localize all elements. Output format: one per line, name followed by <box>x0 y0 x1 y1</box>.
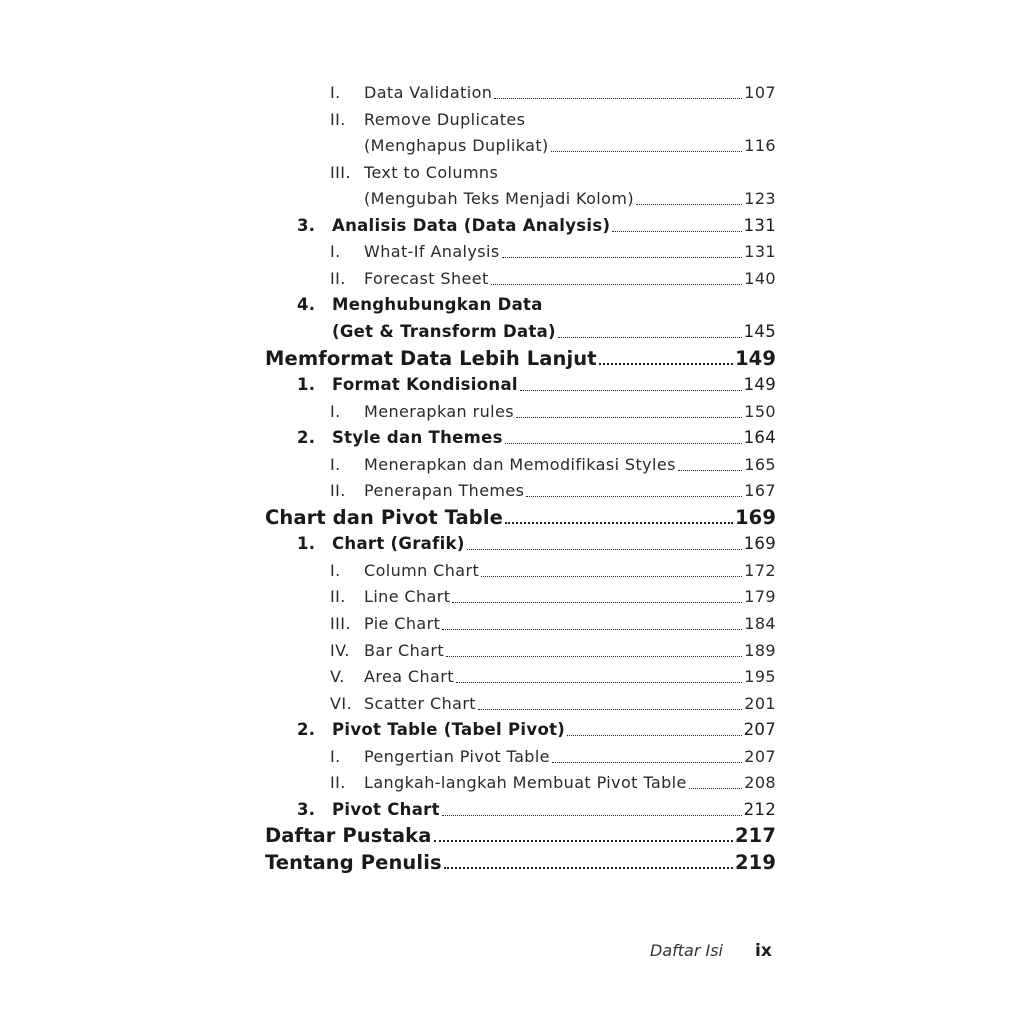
dot-leader <box>636 204 742 205</box>
dot-leader <box>478 709 742 710</box>
toc-title: Pie Chart <box>364 614 441 633</box>
toc-section <box>297 372 776 398</box>
dot-leader <box>452 602 742 603</box>
toc-section <box>297 292 776 318</box>
dot-leader <box>446 656 742 657</box>
dot-leader <box>552 762 742 763</box>
toc-subsection <box>330 239 776 265</box>
dot-leader <box>678 470 742 471</box>
toc-page-number: 208 <box>744 773 776 793</box>
dot-leader <box>505 522 733 524</box>
toc-title: Pivot Table (Tabel Pivot) <box>332 720 566 740</box>
dot-leader <box>505 443 742 444</box>
toc-page-number: 179 <box>744 587 776 607</box>
toc-subsection <box>330 160 776 186</box>
toc-subsection <box>364 133 776 159</box>
toc-title: Tentang Penulis <box>265 850 442 874</box>
dot-leader <box>551 151 743 152</box>
toc-title: (Get & Transform Data) <box>332 321 556 341</box>
toc-title: Pengertian Pivot Table <box>364 746 550 766</box>
toc-page-number: 195 <box>744 667 776 687</box>
toc-subsection <box>330 611 776 637</box>
toc-title: Penerapan Themes <box>364 481 525 501</box>
toc-page-number: 140 <box>744 268 776 288</box>
toc-subsection <box>330 638 776 664</box>
toc-number: III. <box>330 614 351 633</box>
toc-page-number: 116 <box>744 136 776 156</box>
toc-number: 3. <box>297 799 316 819</box>
toc-number: VI. <box>330 693 352 713</box>
toc-title: (Mengubah Teks Menjadi Kolom) <box>364 189 634 209</box>
toc-subsection <box>330 107 776 133</box>
toc-number: 2. <box>297 428 316 448</box>
toc-subsection <box>330 584 776 610</box>
toc-title: Forecast Sheet <box>364 268 489 288</box>
dot-leader <box>558 337 742 338</box>
dot-leader <box>599 363 733 365</box>
toc-number: II. <box>330 773 346 793</box>
toc-page-number: 149 <box>734 346 776 370</box>
toc-subsection <box>330 80 776 106</box>
dot-leader <box>481 576 742 577</box>
toc-page-number: 169 <box>734 505 776 529</box>
toc-number: I. <box>330 83 341 102</box>
toc-title: Analisis Data (Data Analysis) <box>332 215 611 235</box>
toc-number: 3. <box>297 215 316 235</box>
toc-page-number: 167 <box>744 481 776 501</box>
toc-page-number: 149 <box>743 375 776 395</box>
toc-number: 2. <box>297 720 316 740</box>
toc-title: Line Chart <box>364 587 451 607</box>
toc-title: Chart dan Pivot Table <box>265 505 503 529</box>
toc-subsection <box>330 558 776 584</box>
dot-leader <box>526 496 742 497</box>
toc-title: Daftar Pustaka <box>265 824 432 848</box>
toc-page-number: 123 <box>744 189 776 209</box>
toc-title: Menghubungkan Data <box>332 295 543 315</box>
toc-chapter <box>265 823 776 849</box>
toc-page-number: 131 <box>743 215 776 235</box>
dot-leader <box>520 390 742 391</box>
toc-page-number: 169 <box>743 534 776 554</box>
toc-title: Memformat Data Lebih Lanjut <box>265 346 597 370</box>
dot-leader <box>567 735 741 736</box>
toc-title: (Menghapus Duplikat) <box>364 136 549 156</box>
toc-subsection <box>330 744 776 770</box>
dot-leader <box>689 788 743 789</box>
page-footer <box>640 938 780 964</box>
toc-page-number: 150 <box>744 401 776 421</box>
toc-subsection <box>330 399 776 425</box>
dot-leader <box>442 629 742 630</box>
dot-leader <box>434 840 733 842</box>
toc-number: II. <box>330 109 346 129</box>
toc-chapter <box>265 850 776 876</box>
dot-leader <box>467 549 742 550</box>
toc-number: II. <box>330 481 346 501</box>
toc-subsection <box>330 770 776 796</box>
toc-title: Chart (Grafik) <box>332 534 465 554</box>
toc-chapter <box>265 346 776 372</box>
dot-leader <box>502 257 743 258</box>
dot-leader <box>444 867 733 869</box>
toc-page-number: 184 <box>744 614 776 633</box>
toc-subsection <box>330 452 776 478</box>
toc-section <box>297 425 776 451</box>
toc-number: II. <box>330 587 346 607</box>
toc-number: I. <box>330 746 341 766</box>
toc-chapter <box>265 505 776 531</box>
dot-leader <box>442 815 742 816</box>
toc-section <box>297 213 776 239</box>
toc-number: III. <box>330 162 351 182</box>
toc-number: 4. <box>297 295 316 315</box>
page-number: ix <box>755 941 772 961</box>
toc-number: I. <box>330 242 341 262</box>
dot-leader <box>516 417 742 418</box>
toc-subsection <box>330 478 776 504</box>
toc-number: II. <box>330 268 346 288</box>
toc-page-number: 207 <box>744 746 776 766</box>
dot-leader <box>494 98 742 99</box>
toc-page-number: 219 <box>734 850 776 874</box>
toc-number: I. <box>330 454 341 474</box>
toc-title: Text to Columns <box>364 162 499 182</box>
toc-page-number: 212 <box>743 799 776 819</box>
running-title: Daftar Isi <box>650 941 723 960</box>
toc-title: Bar Chart <box>364 640 445 660</box>
toc-number: 1. <box>297 375 316 395</box>
toc-page-number: 145 <box>743 321 776 341</box>
toc-subsection <box>330 266 776 292</box>
toc-title: What-If Analysis <box>364 242 500 262</box>
toc-subsection <box>330 664 776 690</box>
toc-title: Format Kondisional <box>332 375 518 395</box>
toc-title: Column Chart <box>364 560 480 580</box>
toc-section <box>297 717 776 743</box>
toc-title: Data Validation <box>364 83 493 102</box>
toc-page-number: 164 <box>743 428 776 448</box>
dot-leader <box>612 231 741 232</box>
toc-page-number: 107 <box>744 83 776 102</box>
toc-page-number: 201 <box>744 693 776 713</box>
toc-page-number: 172 <box>744 560 776 580</box>
toc-section <box>332 319 776 345</box>
toc-title: Langkah-langkah Membuat Pivot Table <box>364 773 687 793</box>
toc-number: 1. <box>297 534 316 554</box>
toc-number: I. <box>330 560 341 580</box>
toc-number: I. <box>330 401 341 421</box>
toc-title: Menerapkan dan Memodifikasi Styles <box>364 454 676 474</box>
toc-page-number: 189 <box>744 640 776 660</box>
toc-subsection <box>364 186 776 212</box>
toc-page-number: 131 <box>744 242 776 262</box>
dot-leader <box>491 284 743 285</box>
toc-number: IV. <box>330 640 350 660</box>
toc-title: Pivot Chart <box>332 799 440 819</box>
toc-number: V. <box>330 667 345 687</box>
toc-title: Scatter Chart <box>364 693 476 713</box>
toc-section <box>297 531 776 557</box>
toc-section <box>297 797 776 823</box>
toc-page-number: 217 <box>734 824 776 848</box>
toc-subsection <box>330 691 776 717</box>
toc-page-number: 165 <box>744 454 776 474</box>
toc-title: Style dan Themes <box>332 428 503 448</box>
toc-title: Area Chart <box>364 667 454 687</box>
dot-leader <box>456 682 742 683</box>
toc-title: Remove Duplicates <box>364 109 526 129</box>
toc-title: Menerapkan rules <box>364 401 514 421</box>
toc-page-number: 207 <box>743 720 776 740</box>
